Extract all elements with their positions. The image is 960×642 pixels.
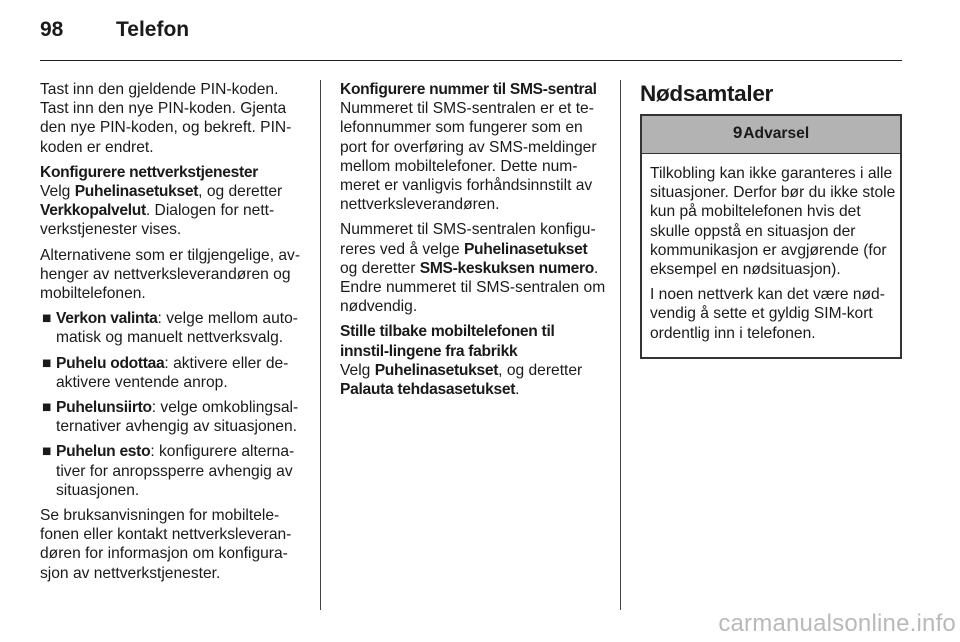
- sms-heading: Konfigurere nummer til SMS-sentral: [340, 81, 597, 98]
- reset-heading: Stille tilbake mobiltelefonen til innstil-lingene fra fabrikk: [340, 323, 555, 360]
- column-2: [340, 80, 606, 405]
- network-heading: Konfigurere nettverkstjenester: [40, 163, 259, 181]
- column-3: [640, 80, 902, 359]
- sms-section: [340, 80, 606, 214]
- reset-instruction: Velg Puhelinasetukset, og deretter Palauta tehdasasetukset.: [340, 361, 583, 399]
- reset-section: [340, 322, 606, 399]
- bullet-icon: ■: [42, 310, 52, 328]
- alternatives-paragraph: Alternativene som er tilgjengelige, av-henger av nettverksleverandøren og mobiltelefonen.: [40, 246, 301, 303]
- warning-icon: 9: [732, 123, 743, 142]
- column-divider: [620, 80, 621, 610]
- column-divider: [320, 80, 321, 610]
- warning-header: [642, 116, 900, 154]
- page-number: 98: [40, 18, 64, 41]
- warning-box: [640, 114, 902, 359]
- network-instruction: Velg Puhelinasetukset, og deretter Verkkopalvelut. Dialogen for nett-verkstjenester vises.: [40, 183, 283, 239]
- warning-paragraph: I noen nettverk kan det være nød-vendig å sette et gyldig SIM-kort ordentlig inn i telefonen.: [650, 286, 885, 342]
- column-1: [40, 80, 306, 589]
- page-title: Telefon: [116, 18, 190, 41]
- list-item: ■ Puhelun esto: konfigurere alterna-tiver for anropssperre avhengig av situasjonen.: [42, 443, 295, 499]
- bullet-icon: ■: [42, 443, 52, 461]
- watermark: carmanualsonline.info: [718, 610, 956, 637]
- pin-paragraph: Tast inn den gjeldende PIN-koden. Tast inn den nye PIN-koden. Gjenta den nye PIN-koden, og bekreft. PIN-koden er endret.: [40, 81, 292, 156]
- options-list: [40, 309, 306, 500]
- warning-paragraph: Tilkobling kan ikke garanteres i alle situasjoner. Derfor bør du ikke stole kun på mobiltelefonen hvis det skulle oppstå en situasjon der kommunikasjon er avgjørende (for eksempel en nødsituasjon).: [650, 165, 896, 279]
- bullet-icon: ■: [42, 399, 52, 417]
- sms-paragraph: Nummeret til SMS-sentralen er et te-lefonnummer som fungerer som en port for overføring av SMS-meldinger mellom mobiltelefoner. Dette num-meret er vanligvis forhåndsinnstilt av nettverksleverandøren.: [340, 100, 597, 214]
- menu-term-verkkopalvelut: Verkkopalvelut: [40, 202, 146, 220]
- warning-body: [642, 154, 900, 357]
- list-item: ■ Puhelunsiirto: velge omkoblingsal-ternativer avhengig av situasjonen.: [42, 399, 299, 436]
- sms-config-paragraph: Nummeret til SMS-sentralen konfigu-reres ved å velge Puhelinasetukset og deretter SMS-keskuksen numero. Endre nummeret til SMS-sentralen om nødvendig.: [340, 221, 606, 316]
- network-section: [40, 163, 306, 240]
- menu-term-puhelinasetukset: Puhelinasetukset: [74, 183, 199, 201]
- warning-label: Advarsel: [743, 125, 810, 142]
- section-title: Nødsamtaler: [640, 81, 773, 106]
- bullet-icon: ■: [42, 354, 52, 372]
- list-item: ■ Verkon valinta: velge mellom auto-matisk og manuelt nettverksvalg.: [42, 310, 298, 347]
- header-rule: [40, 60, 902, 61]
- list-item: ■ Puhelu odottaa: aktivere eller de-aktivere ventende anrop.: [42, 354, 289, 391]
- manual-reference-paragraph: Se bruksanvisningen for mobiltele-fonen eller kontakt nettverksleveran-døren for informasjon om konfigura-sjon av nettverkstjenester.: [40, 507, 292, 582]
